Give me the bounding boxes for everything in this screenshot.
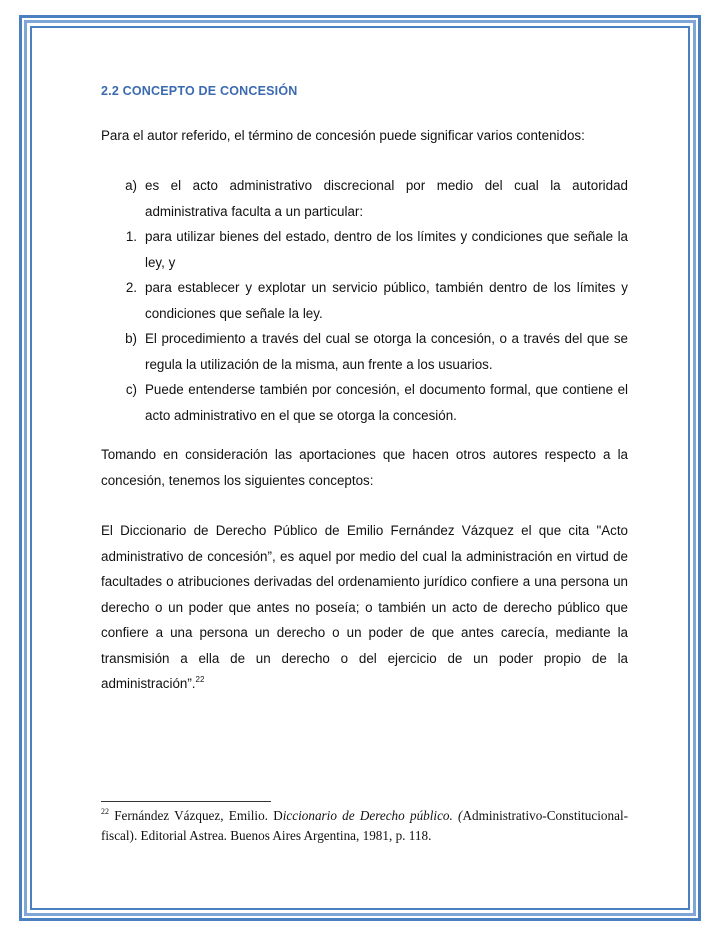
list-item [101,173,628,224]
list-item [101,275,628,326]
list-item [101,326,628,377]
footnote-number: 22 [101,807,109,816]
intro-paragraph: Para el autor referido, el término de concesión puede significar varios contenidos: [101,128,585,143]
list-item-text: El procedimiento a través del cual se otorga la concesión, o a través del que se regula la utilización de la misma, aun frente a los usuarios. [145,331,628,372]
footnote-title: iccionario de Derecho público. ( [282,808,463,823]
paragraph-other-authors: Tomando en consideración las aportaciones que hacen otros autores respecto a la concesión, tenemos los siguientes conceptos: [101,447,628,488]
footnote-author: Fernández Vázquez, Emilio. D [109,808,283,823]
footnote [101,806,628,846]
list-item-text: Puede entenderse también por concesión, el documento formal, que contiene el acto administrativo en el que se otorga la concesión. [145,382,628,423]
section-heading: 2.2 CONCEPTO DE CONCESIÓN [101,84,298,98]
list-marker: c) [125,382,137,397]
list-marker: 1. [125,229,137,244]
footnote-separator [101,801,271,802]
paragraph-dictionary-quote [101,518,628,697]
definition-list [101,173,628,428]
list-marker: 2. [125,280,137,295]
paragraph-dictionary-text: El Diccionario de Derecho Público de Emilio Fernández Vázquez el que cita "Acto administrativo de concesión”, es aquel por medio del cual la administración en virtud de facultades o atribuciones derivadas del ordenamiento jurídico confiere a una persona un derecho o un poder que antes no poseía; o también un acto de derecho público que confiere a una persona un derecho o un poder de que antes carecía, mediante la transmisión a ella de un derecho o del ejercicio de un poder propio de la administración”. [101,523,628,691]
list-marker: b) [125,331,137,346]
list-item [101,377,628,428]
list-marker: a) [125,178,137,193]
footnote-reference[interactable]: 22 [195,675,205,684]
list-item-text: para establecer y explotar un servicio público, también dentro de los límites y condiciones que señale la ley. [145,280,628,321]
list-item-text: para utilizar bienes del estado, dentro de los límites y condiciones que señale la ley, y [145,229,628,270]
list-item [101,224,628,275]
list-item-text: es el acto administrativo discrecional por medio del cual la autoridad administrativa faculta a un particular: [145,178,628,219]
footnote-rest: Administrativo-Constitucional-fiscal). Editorial Astrea. Buenos Aires Argentina, 1981, p. 118. [101,808,629,843]
